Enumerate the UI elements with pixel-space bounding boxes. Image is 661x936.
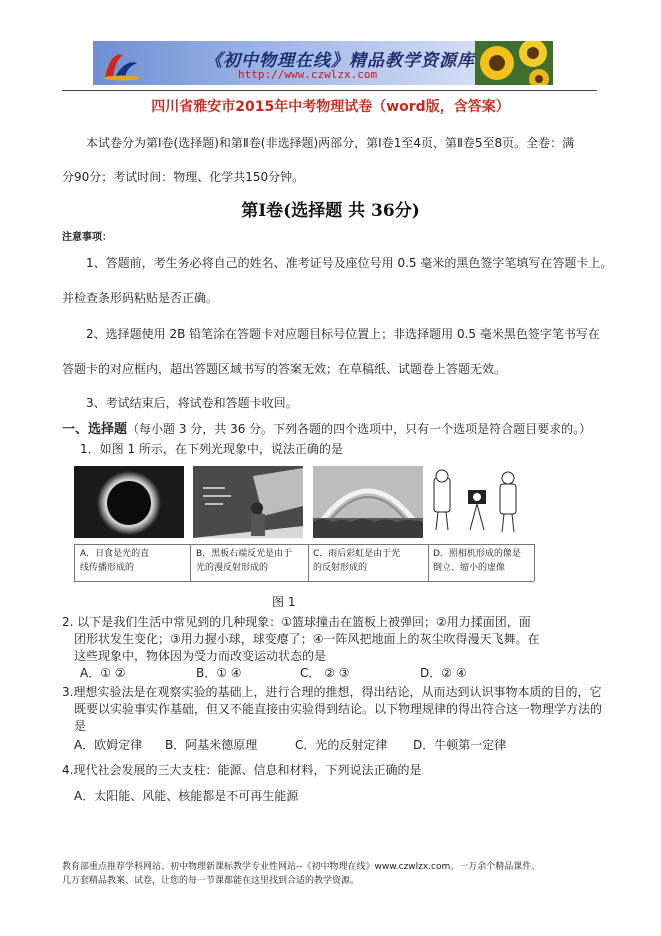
q2-line-3: 这些现象中，物体因为受力而改变运动状态的是 (74, 649, 327, 663)
page-footer (62, 860, 540, 888)
footer-line-1: 教育部重点推荐学科网站、初中物理新课标教学专业性网站--《初中物理在线》www.czwlzx.com。一万余个精品课件、 (62, 862, 541, 872)
part1-heading-line (62, 421, 591, 438)
q3-line-1: 3.理想实验法是在观察实验的基础上，进行合理的推想，得出结论，从而达到认识事物本质的目的，它 (62, 685, 602, 699)
q3-line-3: 是 (74, 719, 87, 733)
notice-heading: 注意事项： (62, 232, 112, 243)
caption-divider (190, 544, 191, 581)
part1-heading: 一、选择题 (62, 422, 128, 437)
q2-option-d: D．② ④ (420, 666, 467, 680)
q4-option-a: A．太阳能、风能、核能都是不可再生能源 (74, 789, 299, 803)
q3-option-c: C．光的反射定律 (295, 738, 388, 752)
intro-line-1: 本试卷分为第Ⅰ卷(选择题)和第Ⅱ卷(非选择题)两部分，第Ⅰ卷1至4页，第Ⅱ卷5至8页。全卷：满 (86, 136, 575, 150)
footer-line-2: 几万套精品教案、试卷，让您的每一节课都能在这里找到合适的教学资源。 (62, 876, 360, 886)
q2-line-2: 团形状发生变化；③用力握小球，球变瘪了；④一阵风把地面上的灰尘吹得漫天飞舞。在 (74, 632, 540, 646)
q3-line-2: 既要以实验事实作基础，但又不能直接由实验得到结论。以下物理规律的得出符合这一物理学方法的 (74, 702, 603, 716)
caption-divider (308, 544, 309, 581)
caption-a: A．日食是光的直 线传播形成的 (80, 549, 150, 573)
intro-line-2: 分90分；考试时间：物理、化学共150分钟。 (62, 170, 305, 184)
q1-stem: 1．如图 1 所示，在下列光现象中，说法正确的是 (80, 442, 343, 456)
header-rule (62, 90, 597, 91)
caption-d: D．照相机形成的像是 倒立、缩小的虚像 (433, 549, 521, 573)
caption-b: B．黑板右端反光是由于 光的漫反射形成的 (196, 549, 293, 573)
section-title: 第Ⅰ卷(选择题 共 36分) (241, 201, 420, 221)
camera-cartoon (428, 466, 528, 538)
notice-2: 2、选择题使用 2B 铅笔涂在答题卡对应题目标号位置上；非选择题用 0.5 毫米黑色签字笔书写在 (86, 327, 600, 341)
q2-option-b: B．① ④ (196, 666, 242, 680)
notice-1-cont: 并检查条形码粘贴是否正确。 (62, 291, 219, 305)
rainbow-photo (313, 466, 423, 538)
document-title: 四川省雅安市2015年中考物理试卷（word版，含答案） (151, 99, 510, 115)
caption-c: C．雨后彩虹是由于光 的反射形成的 (313, 549, 401, 573)
notice-2-cont: 答题卡的对应框内，超出答题区域书写的答案无效；在草稿纸、试题卷上答题无效。 (62, 362, 507, 376)
site-logo-icon (101, 47, 141, 81)
caption-divider (428, 544, 429, 581)
q2-option-a: A．① ② (80, 666, 126, 680)
caption-divider (534, 544, 535, 581)
banner-url[interactable]: http://www.czwlzx.com (238, 68, 378, 81)
header-banner (93, 41, 553, 85)
q3-option-d: D．牛顿第一定律 (413, 738, 507, 752)
part1-instruction: （每小题 3 分，共 36 分。下列各题的四个选项中，只有一个选项是符合题目要求的。） (127, 422, 592, 436)
q4-stem: 4.现代社会发展的三大支柱：能源、信息和材料，下列说法正确的是 (62, 763, 422, 777)
q2-line-1: 2. 以下是我们生活中常见到的几种现象：①篮球撞击在篮板上被弹回；②用力揉面团，面 (62, 615, 531, 629)
solar-eclipse-photo (74, 466, 184, 538)
notice-3: 3、考试结束后，将试卷和答题卡收回。 (86, 396, 298, 410)
q2-option-c: C． ② ③ (300, 666, 350, 680)
figure-label: 图 1 (272, 595, 296, 609)
notice-1: 1、答题前，考生务必将自己的姓名、准考证号及座位号用 0.5 毫米的黑色签字笔填写在答题卡上。 (86, 256, 613, 270)
blackboard-glare-photo (193, 466, 303, 538)
banner-title: 《初中物理在线》精品教学资源库 (205, 51, 475, 71)
q3-option-a: A．欧姆定律 (74, 738, 143, 752)
caption-divider (74, 544, 75, 581)
q3-option-b: B．阿基米德原理 (165, 738, 258, 752)
sunflower-icon (475, 41, 553, 85)
